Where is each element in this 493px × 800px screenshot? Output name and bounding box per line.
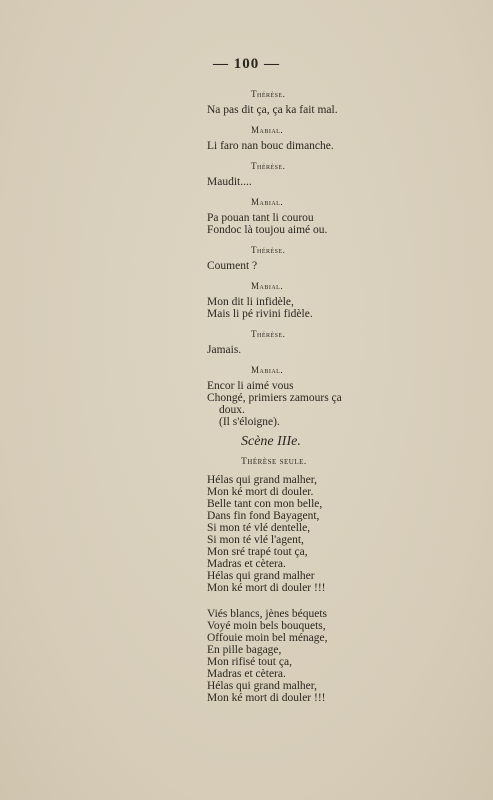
dialogue-line: Li faro nan bouc dimanche. [207,140,334,152]
verse-line: Hélas qui grand malher, [207,680,318,692]
dialogue-line: Jamais. [207,344,242,356]
verse-line: Voyé moin bels bouquets, [207,620,326,632]
play-text [207,80,467,704]
dialogue-line: Pa pouan tant li courou [207,212,314,224]
dialogue-line: Chongé, primiers zamours ça [207,392,342,404]
dialogue-line: (Il s'éloigne). [219,416,280,428]
verse-line: Mon ké mort di douler !!! [207,692,326,704]
verse-line: Mon ké mort di douler. [207,486,314,498]
dialogue-line: Fondoc là toujou aimé ou. [207,224,328,236]
speaker-name: Mabial. [251,197,284,207]
verse-line: Hélas qui grand malher [207,570,315,582]
song-stanza-2 [207,608,467,704]
verse-line: Viés blancs, jènes béquets [207,608,328,620]
dialogue-line: Mon dit li infidèle, [207,296,294,308]
verse-line: Offouie moin bel ménage, [207,632,328,644]
verse-line: Mon ké mort di douler !!! [207,582,326,594]
verse-line: Belle tant con mon belle, [207,498,323,510]
dialogue-line: Coument ? [207,260,258,272]
verse-line: Mon rifisé tout ça, [207,656,292,668]
speaker-name: Mabial. [251,281,284,291]
scene-title: Scène IIIe. [241,434,301,449]
speaker-name: Mabial. [251,125,284,135]
speaker-name: Mabial. [251,365,284,375]
verse-line: Mon sré trapé tout ça, [207,546,308,558]
speaker-name: Thérèse. [251,161,286,171]
speaker-name: Thérèse. [251,89,286,99]
dialogue-line: Maudit.... [207,176,252,188]
dialogue-line: Encor li aimé vous [207,380,294,392]
dialogue-line: doux. [219,404,245,416]
verse-line: Si mon té vlé l'agent, [207,534,304,546]
dialogue-line: Mais li pé rivini fidèle. [207,308,313,320]
verse-line: Hélas qui grand malher, [207,474,318,486]
scene-speaker: Thérèse seule. [241,457,307,467]
dialogue [207,88,467,428]
dialogue-line: Na pas dit ça, ça ka fait mal. [207,104,338,116]
verse-line: Si mon té vlé dentelle, [207,522,311,534]
page-number: — 100 — [213,56,280,72]
song-stanza-1 [207,474,467,594]
verse-line: Madras et cètera. [207,668,286,680]
verse-line: Dans fin fond Bayagent, [207,510,320,522]
speaker-name: Thérèse. [251,245,286,255]
verse-line: Madras et cètera. [207,558,286,570]
speaker-name: Thérèse. [251,329,286,339]
verse-line: En pille bagage, [207,644,282,656]
